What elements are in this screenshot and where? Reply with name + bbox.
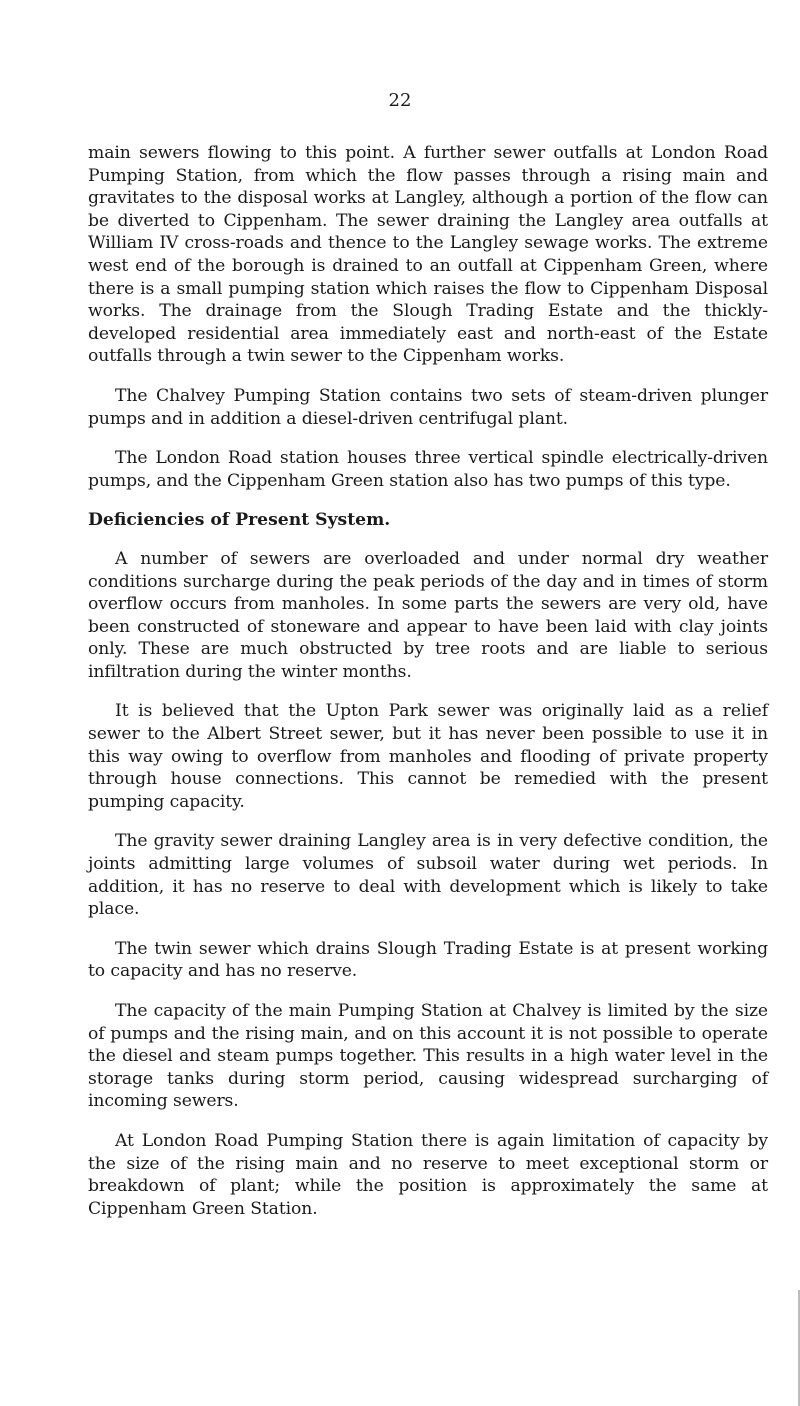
paragraph-3: The London Road station houses three vertical spindle electrically-driven pumps, and the Cippenham Green station also has two pumps of this type. <box>88 448 768 491</box>
paragraph-9: At London Road Pumping Station there is again limitation of capacity by the size of the rising main and no reserve to meet exceptional storm or breakdown of plant; while the position is approximately the same at Cippenham Green Station. <box>88 1130 768 1219</box>
section-heading: Deficiencies of Present System. <box>88 510 391 531</box>
paragraph-2: The Chalvey Pumping Station contains two sets of steam-driven plunger pumps and in addition a diesel-driven centrifugal plant. <box>88 385 768 429</box>
paragraph-7: The twin sewer which drains Slough Trading Estate is at present working to capacity and has no reserve. <box>88 938 768 982</box>
paragraph-5: It is believed that the Upton Park sewer was originally laid as a relief sewer to the Albert Street sewer, but it has never been possible to use it in this way owing to overflow from manholes and flooding of private property through house connections. This cannot be remedied with the present pumping capacity. <box>88 701 768 812</box>
paragraph-6: The gravity sewer draining Langley area is in very defective condition, the joints admitting large volumes of subsoil water during wet periods. In addition, it has no reserve to deal with development which is likely to take place. <box>88 831 768 920</box>
paragraph-8: The capacity of the main Pumping Station at Chalvey is limited by the size of pumps and the rising main, and on this account it is not possible to operate the diesel and steam pumps together. This results in a high water level in the storage tanks during storm period, causing widespread surcharging of incoming sewers. <box>88 1001 768 1112</box>
document-body <box>88 142 768 1237</box>
paragraph-1: main sewers flowing to this point. A further sewer outfalls at London Road Pumping Station, from which the flow passes through a rising main and gravitates to the disposal works at Langley, although a portion of the flow can be diverted to Cippenham. The sewer draining the Langley area outfalls at William IV cross-roads and thence to the Langley sewage works. The extreme west end of the borough is drained to an outfall at Cippenham Green, where there is a small pumping station which raises the flow to Cippenham Disposal works. The drainage from the Slough Trading Estate and the thickly-developed residential area immediately east and north-east of the Estate outfalls through a twin sewer to the Cippenham works. <box>88 143 768 367</box>
page-number: 22 <box>388 90 412 111</box>
paragraph-4: A number of sewers are overloaded and under normal dry weather conditions surcharge during the peak periods of the day and in times of storm overflow occurs from manholes. In some parts the sewers are very old, have been constructed of stoneware and appear to have been laid with clay joints only. These are much obstructed by tree roots and are liable to serious infiltration during the winter months. <box>88 548 768 682</box>
